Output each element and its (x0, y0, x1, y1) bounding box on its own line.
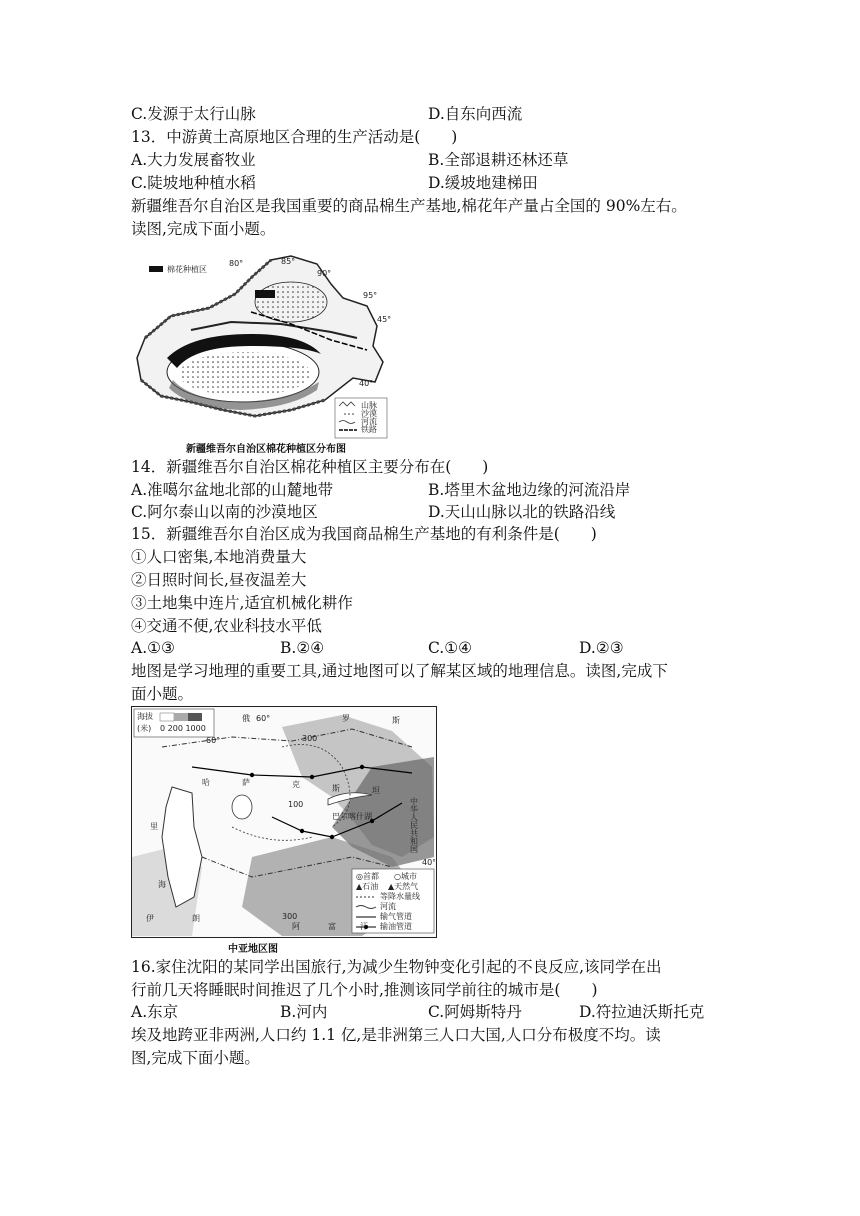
legend-gas-pipeline: 输气管道 (380, 912, 412, 921)
lat-label-45: 45° (377, 315, 392, 324)
label-ke: 克 (292, 780, 300, 789)
iso-100: 100 (288, 800, 304, 809)
question-16-stem-line2: 行前几天将睡眠时间推迟了几个小时,推测该同学前往的城市是( ) (131, 981, 598, 999)
question-16-option-a: A.东京 (131, 1003, 179, 1021)
question-15-option-b: B.②④ (280, 639, 325, 657)
xinjiang-intro-line2: 读图,完成下面小题。 (131, 220, 276, 238)
label-china: 中华人民共和国 (409, 797, 419, 853)
question-15-item-1: ①人口密集,本地消费量大 (131, 548, 307, 566)
question-15-option-a: A.①③ (131, 639, 175, 657)
question-15-item-3: ③土地集中连片,适宜机械化耕作 (131, 594, 353, 612)
question-14-stem: 14．新疆维吾尔自治区棉花种植区主要分布在( ) (131, 458, 489, 476)
lon-label-95: 95° (363, 291, 378, 300)
legend-isohyet: 等降水量线 (380, 892, 420, 901)
legend-cotton-label: 棉花种植区 (167, 265, 207, 274)
xinjiang-cotton-map (131, 250, 393, 456)
legend-river: 河流 (380, 902, 396, 911)
lat-label-40: 40° (422, 858, 435, 867)
map2-caption: 中亚地区图 (228, 944, 278, 955)
question-14-option-d: D.天山山脉以北的铁路沿线 (428, 503, 616, 521)
question-16-option-d: D.符拉迪沃斯托克 (579, 1003, 705, 1021)
egypt-intro-line1: 埃及地跨亚非两洲,人口约 1.1 亿,是非洲第三人口大国,人口分布极度不均。读 (131, 1026, 661, 1044)
lat-label-40: 40° (359, 379, 374, 388)
central-asia-map (131, 706, 437, 938)
legend-capital: ◎首都 (356, 872, 379, 881)
question-16-option-c: C.阿姆斯特丹 (428, 1003, 522, 1021)
label-lang: 朗 (192, 914, 200, 923)
label-e: 俄 (242, 714, 250, 723)
question-16-stem-line1: 16.家住沈阳的某同学出国旅行,为减少生物钟变化引起的不良反应,该同学在出 (131, 958, 662, 976)
egypt-intro-line2: 图,完成下面小题。 (131, 1049, 260, 1067)
legend-scale: 0 200 1000 (160, 724, 206, 733)
legend-desert: 沙漠 (361, 409, 377, 418)
label-yi: 伊 (146, 914, 154, 923)
label-a: 阿 (292, 922, 300, 931)
lon-label-90: 90° (317, 269, 332, 278)
label-luo: 罗 (342, 714, 350, 723)
legend-oil-pipeline: 输油管道 (380, 922, 412, 931)
label-sa: 萨 (242, 778, 250, 787)
legend-unit: (米) (137, 724, 152, 733)
question-13-option-a: A.大力发展畜牧业 (131, 151, 256, 169)
question-13-option-b: B.全部退耕还林还草 (428, 151, 569, 169)
legend-city: ○城市 (394, 872, 417, 881)
label-li: 里 (150, 822, 158, 831)
label-han: 汗 (360, 922, 368, 931)
question-14-option-a: A.准噶尔盆地北部的山麓地带 (131, 481, 334, 499)
question-16-option-b: B.河内 (280, 1003, 328, 1021)
lon-label-80: 80° (229, 259, 244, 268)
label-si: 斯 (332, 784, 340, 793)
lon-label-85: 85° (281, 257, 296, 266)
question-15-option-d: D.②③ (579, 639, 624, 657)
map1-caption: 新疆维吾尔自治区棉花种植区分布图 (186, 444, 346, 455)
question-13-option-c: C.陡坡地种植水稻 (131, 174, 256, 192)
label-tan: 坦 (372, 786, 380, 795)
question-15-item-2: ②日照时间长,昼夜温差大 (131, 571, 307, 589)
iso-300-north: 300 (302, 734, 318, 743)
label-hai: 海 (158, 880, 166, 889)
legend-oil: ▲石油 (356, 882, 379, 891)
label-ha: 哈 (202, 778, 210, 787)
lon-label-60a: 60° (256, 714, 271, 723)
legend-title: 海拔 (137, 712, 153, 721)
xinjiang-intro-line1: 新疆维吾尔自治区是我国重要的商品棉生产基地,棉花年产量占全国的 90%左右。 (131, 197, 687, 215)
lon-label-60b: 60° (206, 736, 221, 745)
option-d: D.自东向西流 (428, 105, 523, 123)
question-13-stem: 13．中游黄土高原地区合理的生产活动是( ) (131, 128, 458, 146)
legend-mountain: 山脉 (361, 401, 377, 410)
iso-300-south: 300 (282, 912, 298, 921)
legend-gas: ▲天然气 (388, 882, 419, 891)
question-15-item-4: ④交通不便,农业科技水平低 (131, 617, 322, 635)
label-si-russia: 斯 (392, 716, 400, 725)
option-c: C.发源于太行山脉 (131, 105, 256, 123)
legend-river: 河流 (361, 417, 377, 426)
question-15-stem: 15．新疆维吾尔自治区成为我国商品棉生产基地的有利条件是( ) (131, 525, 597, 543)
map-intro-line1: 地图是学习地理的重要工具,通过地图可以了解某区域的地理信息。读图,完成下 (131, 662, 668, 680)
map-intro-line2: 面小题。 (131, 685, 194, 703)
label-balkhash: 巴尔喀什湖 (332, 812, 372, 821)
legend-railway: 铁路 (361, 425, 377, 434)
question-14-option-b: B.塔里木盆地边缘的河流沿岸 (428, 481, 631, 499)
question-15-option-c: C.①④ (428, 639, 473, 657)
question-13-option-d: D.缓坡地建梯田 (428, 174, 538, 192)
question-14-option-c: C.阿尔泰山以南的沙漠地区 (131, 503, 318, 521)
label-fu: 富 (328, 922, 336, 931)
